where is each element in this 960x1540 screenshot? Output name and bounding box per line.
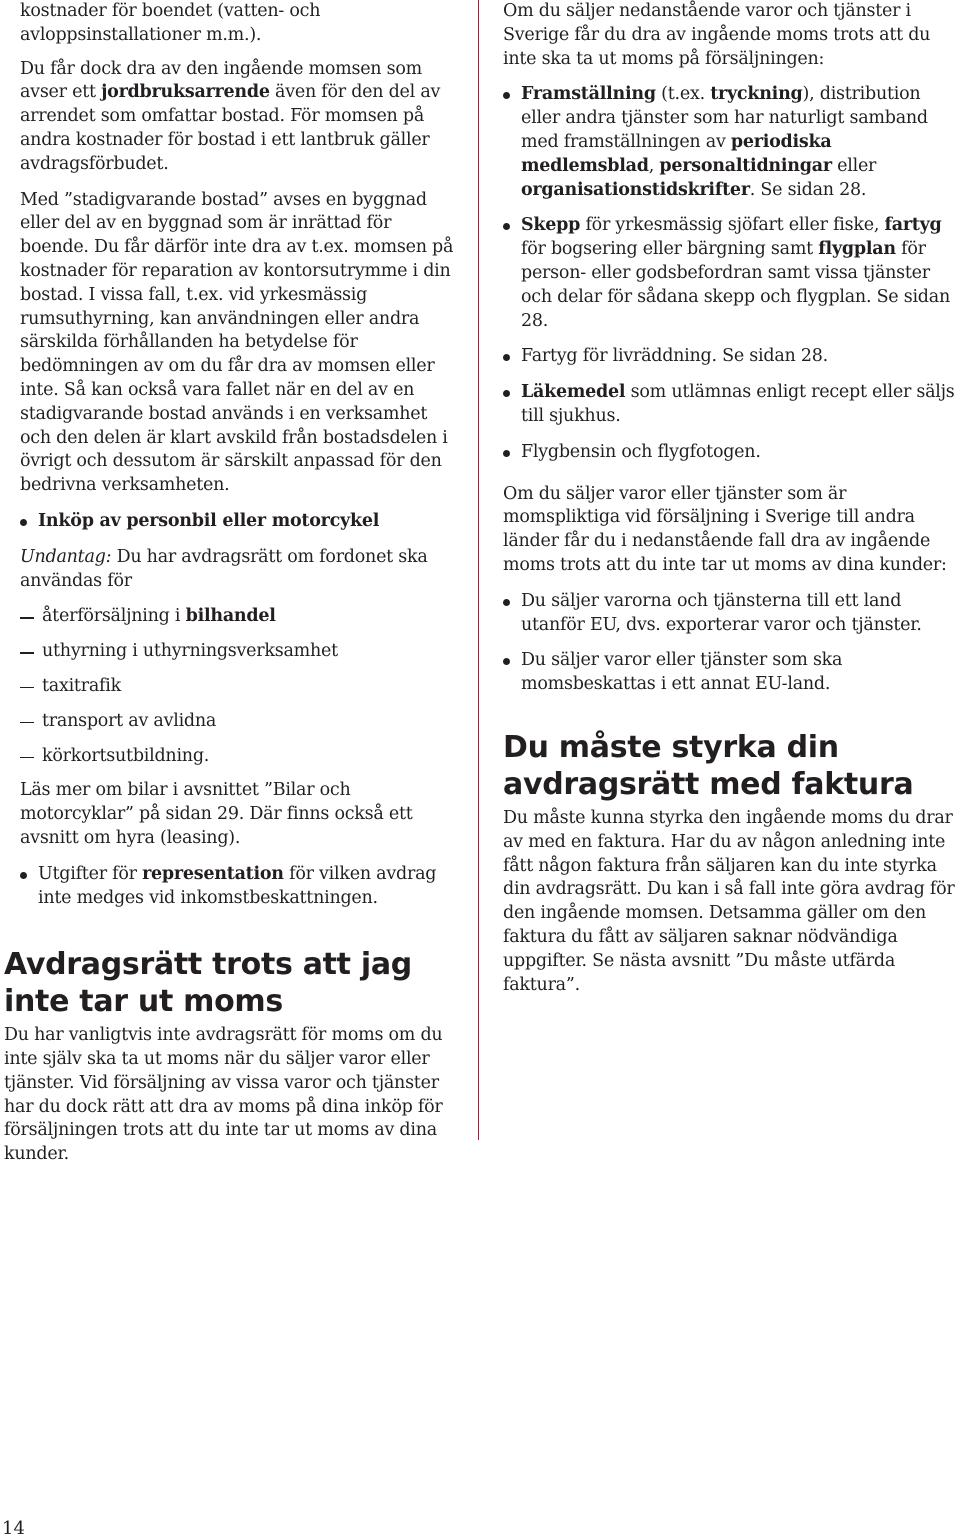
- dash-item-transport: transport av avlidna: [20, 710, 460, 734]
- paragraph-sverige-intro: Om du säljer nedanstående varor och tjänster i Sverige får du dra av ingående moms trots att du inte ska ta ut moms på försäljningen:: [503, 1, 931, 69]
- bullet-utanfor-eu: Du säljer varorna och tjänsterna till ett land utanför EU, dvs. exporterar varor och tjänster.: [503, 590, 958, 638]
- bullet-dot-icon: [503, 658, 510, 665]
- bullet-personbil: Inköp av personbil eller motorcykel: [20, 510, 460, 534]
- paragraph-stadigvarande-bostad: Med ”stadigvarande bostad” avses en byggnad eller del av en byggnad som är inrättad för boende. Du får därför inte dra av t.ex. momsen på kostnader för reparation av kontorsutrymme i din bostad. I vissa fall, t.ex. vid yrkesmässig rumsuthyrning, kan användningen eller andra särskilda förhållanden ha betydelse för bedömningen av om du får dra av momsen eller inte. Så kan också vara fallet när en del av en stadigvarande bostad används i en verksamhet och den delen är klart avskild från bostadsdelen i övrigt och dessutom är särskilt anpassad för den bedrivna verksamheten.: [20, 189, 454, 496]
- paragraph-faktura: Du måste kunna styrka den ingående moms du drar av med en faktura. Har du av någon anledning inte fått någon faktura från säljaren kan du inte styrka din avdragsrätt. Du kan i så fall inte göra avdrag för den ingående momsen. Detsamma gäller om den faktura du fått av säljaren saknar nödvändiga uppgifter. Se nästa avsnitt ”Du måste utfärda faktura”.: [503, 807, 955, 995]
- dash-item-bilhandel: återförsäljning i bilhandel: [20, 605, 460, 629]
- dash-icon: [20, 617, 34, 619]
- bullet-dot-icon: [503, 92, 510, 99]
- dash-item-taxitrafik: taxitrafik: [20, 675, 460, 699]
- bullet-dot-icon: [503, 354, 510, 361]
- paragraph-continued: kostnader för boendet (vatten- och avloppsinstallationer m.m.).: [20, 1, 321, 45]
- bullet-dot-icon: [503, 223, 510, 230]
- right-column: [503, 0, 958, 997]
- dash-icon: [20, 757, 34, 759]
- dash-icon: [20, 687, 34, 689]
- paragraph-andra-lander: Om du säljer varor eller tjänster som är momspliktiga vid försäljning i Sverige till andra länder får du i nedanstående fall dra av ingående moms trots att du inte tar ut moms av dina kunder:: [503, 483, 947, 575]
- page-number: 14: [2, 1518, 25, 1539]
- bullet-annat-eu-land: Du säljer varor eller tjänster som ska momsbeskattas i ett annat EU-land.: [503, 649, 958, 697]
- column-divider: [478, 0, 479, 1140]
- bullet-skepp: Skepp för yrkesmässig sjöfart eller fiske, fartyg för bogsering eller bärgning samt flygplan för person- eller godsbefordran samt vissa tjänster och delar för sådana skepp och flygplan. Se sidan 28.: [503, 214, 958, 333]
- bullet-dot-icon: [20, 872, 27, 879]
- paragraph-avdragsratt-trots: Du har vanligtvis inte avdragsrätt för moms om du inte själv ska ta ut moms när du säljer varor eller tjänster. Vid försäljning av vissa varor och tjänster har du dock rätt att dra av moms på dina inköp för försäljningen trots att du inte tar ut moms av dina kunder.: [4, 1025, 443, 1165]
- bullet-dot-icon: [503, 599, 510, 606]
- dash-icon: [20, 722, 34, 724]
- bullet-lakemedel: Läkemedel som utlämnas enligt recept eller säljs till sjukhus.: [503, 381, 958, 429]
- bullet-dot-icon: [503, 390, 510, 397]
- bullet-fartyg-livraddning: Fartyg för livräddning. Se sidan 28.: [503, 345, 958, 369]
- bullet-flygbensin: Flygbensin och flygfotogen.: [503, 441, 958, 465]
- bullet-dot-icon: [503, 450, 510, 457]
- left-column: [4, 0, 460, 1167]
- bullet-framstallning: Framställning (t.ex. tryckning), distribution eller andra tjänster som har naturligt samband med framställningen av periodiska medlemsblad, personaltidningar eller organisationstidskrifter. Se sidan 28.: [503, 83, 958, 202]
- heading-styrka-avdragsratt: Du måste styrka din avdragsrätt med faktura: [503, 729, 914, 802]
- heading-avdragsratt-trots: Avdragsrätt trots att jag inte tar ut moms: [4, 947, 412, 1020]
- dash-icon: [20, 652, 34, 654]
- dash-item-uthyrning: uthyrning i uthyrningsverksamhet: [20, 640, 460, 664]
- bullet-representation: Utgifter för representation för vilken avdrag inte medges vid inkomstbeskattningen.: [20, 863, 460, 911]
- paragraph-bilar-lank: Läs mer om bilar i avsnittet ”Bilar och motorcyklar” på sidan 29. Där finns också ett avsnitt om hyra (leasing).: [20, 780, 413, 848]
- dash-item-korkort: körkortsutbildning.: [20, 745, 460, 769]
- paragraph-undantag: Undantag: Du har avdragsrätt om fordonet ska användas för: [20, 546, 428, 591]
- bullet-dot-icon: [20, 519, 27, 526]
- paragraph-arrende: Du får dock dra av den ingående momsen som avser ett jordbruksarrende även för den del av arrendet som omfattar bostad. För momsen på andra kostnader för bostad i ett lantbruk gäller avdragsförbudet.: [20, 58, 441, 174]
